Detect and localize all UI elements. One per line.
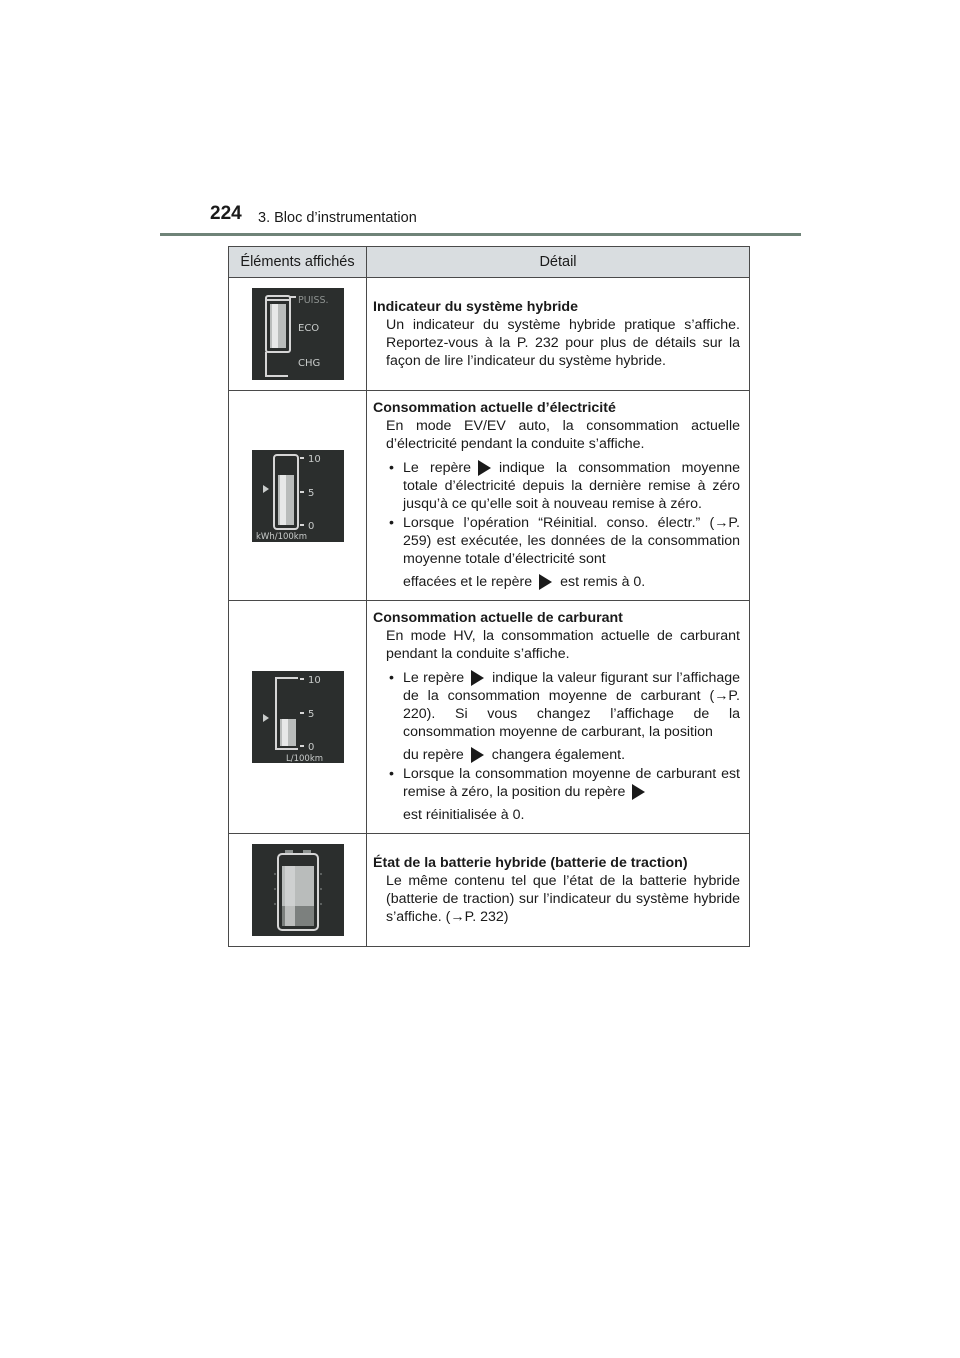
marker-triangle-icon: [632, 784, 645, 800]
list-item: • Lorsque la consommation moyenne de carburant est remise à zéro, la position du repère est réinitialisée à 0.: [403, 765, 740, 824]
unit-label: kWh/100km: [255, 531, 307, 542]
item-title: Consommation actuelle de carburant: [373, 610, 623, 626]
item-description: Le même contenu tel que l’état de la batterie hybride (batterie de traction) sur l’indicateur du système hybride s’affiche. (→P. 232): [386, 873, 740, 925]
display-items-table: [228, 246, 750, 947]
table-row: [229, 391, 750, 601]
bullet-list: [373, 459, 740, 591]
hybrid-system-indicator-icon: [252, 288, 344, 380]
unit-label: L/100km: [285, 754, 323, 763]
scale-label-mid: 5: [307, 709, 314, 720]
scale-label-max: 10: [307, 675, 321, 686]
hybrid-battery-icon: [252, 844, 344, 936]
gauge-label-eco: ECO: [297, 323, 319, 334]
marker-triangle-icon: [471, 670, 484, 686]
item-description: En mode EV/EV auto, la consommation actuelle d’électricité pendant la conduite s’affiche.: [386, 418, 740, 452]
scale-label-min: 0: [307, 520, 314, 532]
electricity-consumption-gauge-icon: [252, 450, 344, 542]
gauge-label-charge: CHG: [297, 358, 320, 369]
table-row: [229, 601, 750, 834]
list-item: • Le repère indique la valeur figurant sur l’affichage de la consommation moyenne de carburant (→P. 220). Si vous changez l’affichage de la consommation moyenne de carburant, la position du repère changera également.: [403, 669, 740, 764]
table-row: [229, 834, 750, 947]
table-header-row: [229, 247, 750, 278]
marker-triangle-icon: [471, 747, 484, 763]
table-row: [229, 278, 750, 391]
scale-label-min: 0: [307, 742, 314, 753]
scale-label-max: 10: [307, 453, 321, 465]
header-rule: [160, 233, 801, 236]
list-item: • Le repère indique la consommation moyenne totale d’électricité depuis la dernière remise à zéro jusqu’à ce qu’elle soit à nouveau remise à zéro.: [403, 459, 740, 513]
column-header-items: Éléments affichés: [229, 247, 367, 278]
marker-triangle-icon: [478, 460, 491, 476]
bullet-list: [373, 669, 740, 824]
item-title: État de la batterie hybride (batterie de traction): [373, 855, 688, 871]
item-description: Un indicateur du système hybride pratique s’affiche. Reportez-vous à la P. 232 pour plus de détails sur la façon de lire l’indicateur du système hybride.: [386, 317, 740, 369]
marker-triangle-icon: [539, 574, 552, 590]
section-title: 3. Bloc d’instrumentation: [258, 210, 417, 226]
item-title: Indicateur du système hybride: [373, 299, 578, 315]
list-item: • Lorsque l’opération “Réinitial. conso. électr.” (→P. 259) est exécutée, les données de la consommation moyenne totale d’électricité sont effacées et le repère est remis à 0.: [403, 514, 740, 591]
column-header-detail: Détail: [367, 247, 750, 278]
scale-label-mid: 5: [307, 487, 314, 499]
fuel-consumption-gauge-icon: [252, 671, 344, 763]
gauge-label-power: PUISS.: [297, 295, 329, 306]
item-title: Consommation actuelle d’électricité: [373, 400, 616, 416]
page-number: 224: [210, 203, 242, 224]
item-description: En mode HV, la consommation actuelle de carburant pendant la conduite s’affiche.: [386, 628, 740, 662]
